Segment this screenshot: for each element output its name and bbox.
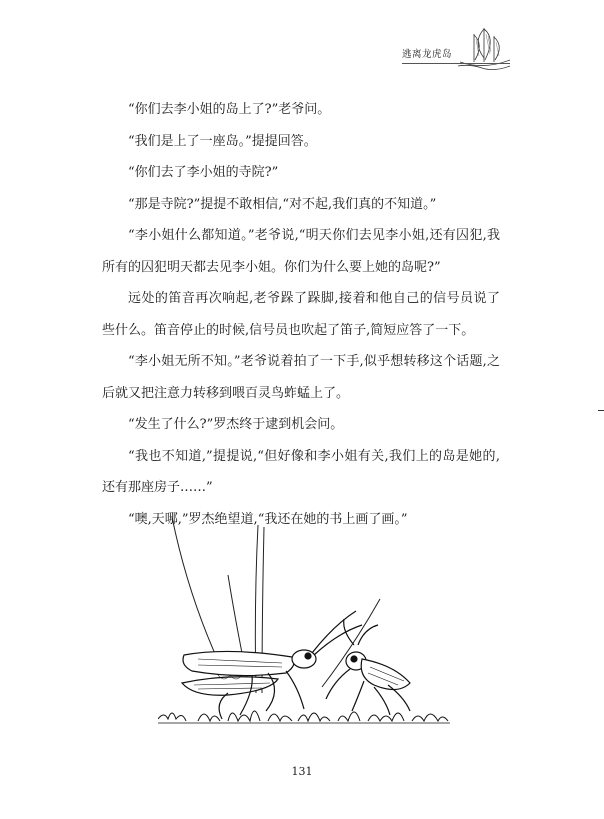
- page-edge-mark: [598, 410, 604, 411]
- paragraph: “你们去了李小姐的寺院?”: [128, 165, 279, 180]
- paragraph: “噢,天哪,”罗杰绝望道,“我还在她的书上画了画。”: [128, 511, 408, 527]
- paragraph: “发生了什么?”罗杰终于逮到机会问。: [128, 417, 344, 432]
- paragraph: “那是寺院?”提提不敢相信,“对不起,我们真的不知道。”: [128, 196, 437, 212]
- running-header-title: 逃离龙虎岛: [402, 49, 453, 60]
- paragraph: “你们去李小姐的岛上了?”老爷问。: [128, 102, 331, 117]
- grasshoppers-illustration: [158, 515, 450, 730]
- paragraph: “我也不知道,”提提说,“但好像和李小姐有关,我们上的岛是她的,还有那座房子……”: [102, 448, 500, 495]
- paragraph: “我们是上了一座岛。”提提回答。: [128, 133, 317, 149]
- paragraph: “李小姐什么都知道。”老爷说,“明天你们去见李小姐,还有囚犯,我所有的囚犯明天都去见李小姐。你们为什么要上她的岛呢?”: [102, 228, 500, 275]
- paragraph: “李小姐无所不知。”老爷说着拍了一下手,似乎想转移这个话题,之后就又把注意力转移到喂百灵鸟蚱蜢上了。: [102, 354, 500, 401]
- body-text: [102, 94, 500, 535]
- header-rule: [402, 63, 510, 64]
- sailing-ship-icon: [456, 24, 512, 72]
- page-number: 131: [291, 765, 313, 778]
- paragraph: 远处的笛音再次响起,老爷跺了跺脚,接着和他自己的信号员说了些什么。笛音停止的时候,信号员也吹起了笛子,简短应答了一下。: [102, 291, 500, 338]
